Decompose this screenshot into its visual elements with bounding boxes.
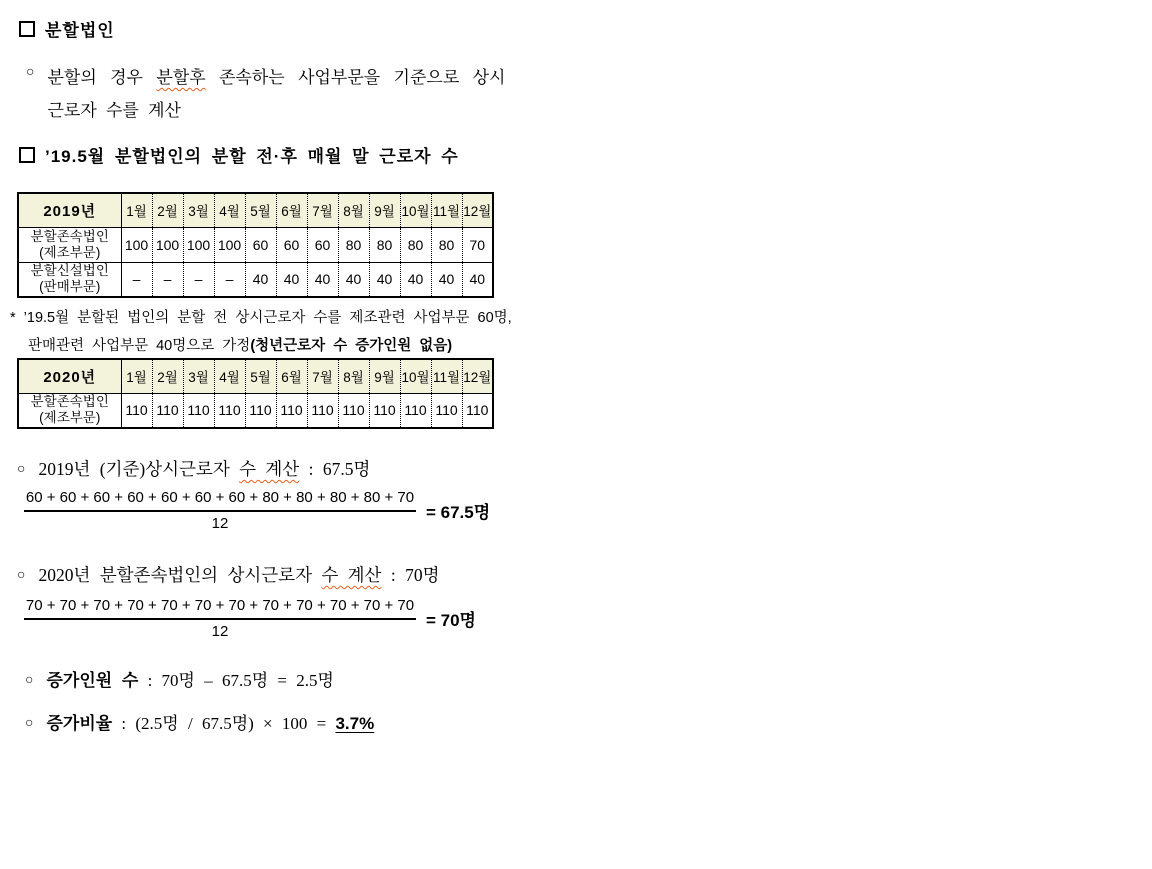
cell-value: 110 (183, 393, 214, 428)
cell-value: 110 (121, 393, 152, 428)
circle-bullet-icon: ○ (17, 462, 26, 477)
month-header: 2월 (152, 359, 183, 393)
cell-value: 40 (462, 262, 493, 297)
month-header: 8월 (338, 193, 369, 227)
cell-value: 40 (369, 262, 400, 297)
table-2019-workers (17, 192, 494, 298)
cell-value: 110 (431, 393, 462, 428)
cell-value: 40 (338, 262, 369, 297)
cell-value: – (183, 262, 214, 297)
fraction-result: = 70명 (426, 611, 476, 630)
row-label-surviving-corp: 분할존속법인 (제조부문) (18, 227, 121, 262)
cell-value: 40 (431, 262, 462, 297)
month-header: 6월 (276, 193, 307, 227)
bullet-split-rule (26, 61, 505, 127)
cell-value: 80 (431, 227, 462, 262)
month-header: 7월 (307, 193, 338, 227)
bullet-text-post: 존속하는 사업부문을 기준으로 상시 근로자 수를 계산 (47, 68, 506, 120)
section-title-split-corp (19, 16, 115, 41)
footnote-line1: * ’19.5월 분할된 법인의 분할 전 상시근로자 수를 제조관련 사업부문 60명, (10, 310, 512, 326)
fraction-denominator: 12 (211, 515, 229, 532)
footnote-bold-note: (청년근로자 수 증가인원 없음) (250, 338, 453, 354)
circle-bullet-icon: ○ (26, 65, 35, 80)
section-title-monthly (19, 142, 459, 167)
cell-value: 40 (307, 262, 338, 297)
month-header: 9월 (369, 359, 400, 393)
month-header: 12월 (462, 359, 493, 393)
calc-2020-heading (17, 562, 439, 590)
month-header: 5월 (245, 193, 276, 227)
footnote-assumption (10, 304, 512, 360)
month-header: 3월 (183, 359, 214, 393)
table-row-surviving-corp (18, 227, 493, 262)
spellcheck-phrase: 수 계산 (239, 459, 300, 479)
cell-value: – (121, 262, 152, 297)
table-row-surviving-corp-2020 (18, 393, 493, 428)
cell-value: 110 (462, 393, 493, 428)
checkbox-square-icon (19, 21, 35, 37)
increase-count-label: 증가인원 수 (46, 671, 139, 690)
cell-value: 100 (121, 227, 152, 262)
fraction-numerator: 70 + 70 + 70 + 70 + 70 + 70 + 70 + 70 + 70 + 70 + 70 + 70 (24, 597, 416, 620)
cell-value: 110 (369, 393, 400, 428)
fraction-numerator: 60 + 60 + 60 + 60 + 60 + 60 + 60 + 80 + 80 + 80 + 80 + 70 (24, 489, 416, 512)
increase-ratio-line (25, 711, 374, 737)
bullet-split-rule-text (47, 61, 505, 127)
cell-value: 60 (307, 227, 338, 262)
month-header: 10월 (400, 193, 431, 227)
cell-value: 110 (338, 393, 369, 428)
cell-value: 110 (245, 393, 276, 428)
fraction-denominator: 12 (211, 623, 229, 640)
calc-2019-heading-text: 2019년 (기준)상시근로자 수 계산 : 67.5명 (38, 459, 371, 479)
fraction-2020 (24, 597, 416, 640)
increase-ratio-label: 증가비율 (46, 714, 113, 733)
calc-2019-heading (17, 456, 370, 484)
circle-bullet-icon: ○ (17, 568, 26, 583)
fraction-2019 (24, 489, 416, 532)
footnote-line2: 판매관련 사업부문 40명으로 가정(청년근로자 수 증가인원 없음) (28, 338, 453, 354)
table-2019-header-row (18, 193, 493, 227)
increase-count-line (25, 668, 334, 694)
month-header: 2월 (152, 193, 183, 227)
cell-value: 70 (462, 227, 493, 262)
month-header: 12월 (462, 193, 493, 227)
checkbox-square-icon (19, 147, 35, 163)
month-header: 5월 (245, 359, 276, 393)
spellcheck-word: 분할후 (156, 68, 206, 87)
cell-value: 100 (183, 227, 214, 262)
calc-2020-heading-text: 2020년 분할존속법인의 상시근로자 수 계산 : 70명 (38, 565, 440, 585)
cell-value: 100 (214, 227, 245, 262)
cell-value: 40 (400, 262, 431, 297)
circle-bullet-icon: ○ (25, 673, 34, 688)
cell-value: 80 (338, 227, 369, 262)
month-header: 4월 (214, 359, 245, 393)
bullet-text-pre: 분할의 경우 (47, 68, 157, 87)
cell-value: 100 (152, 227, 183, 262)
month-header: 7월 (307, 359, 338, 393)
month-header: 6월 (276, 359, 307, 393)
calc-2020-fraction (24, 597, 476, 640)
month-header: 4월 (214, 193, 245, 227)
month-header: 10월 (400, 359, 431, 393)
increase-ratio-text: 증가비율 : (2.5명 / 67.5명) × 100 = 3.7% (46, 714, 375, 733)
section-title-monthly-text: ’19.5월 분할법인의 분할 전·후 매월 말 근로자 수 (45, 147, 459, 166)
section-title-text: 분할법인 (45, 21, 115, 40)
month-header: 1월 (121, 193, 152, 227)
cell-value: 40 (276, 262, 307, 297)
cell-value: 80 (369, 227, 400, 262)
fraction-result: = 67.5명 (426, 503, 491, 522)
cell-value: 110 (214, 393, 245, 428)
row-label-surviving-corp-2020: 분할존속법인 (제조부문) (18, 393, 121, 428)
month-header: 11월 (431, 359, 462, 393)
year-label-2019: 2019년 (18, 193, 121, 227)
cell-value: 110 (276, 393, 307, 428)
table-2020-header-row (18, 359, 493, 393)
month-header: 3월 (183, 193, 214, 227)
cell-value: 40 (245, 262, 276, 297)
increase-ratio-result: 3.7% (335, 714, 375, 733)
cell-value: 110 (152, 393, 183, 428)
cell-value: – (214, 262, 245, 297)
month-header: 9월 (369, 193, 400, 227)
cell-value: 80 (400, 227, 431, 262)
circle-bullet-icon: ○ (25, 716, 34, 731)
calc-2019-fraction (24, 489, 490, 532)
month-header: 11월 (431, 193, 462, 227)
year-label-2020: 2020년 (18, 359, 121, 393)
cell-value: 110 (307, 393, 338, 428)
spellcheck-phrase: 수 계산 (321, 565, 382, 585)
cell-value: 110 (400, 393, 431, 428)
month-header: 1월 (121, 359, 152, 393)
table-2020-workers (17, 358, 494, 429)
month-header: 8월 (338, 359, 369, 393)
cell-value: – (152, 262, 183, 297)
cell-value: 60 (276, 227, 307, 262)
table-row-new-corp (18, 262, 493, 297)
increase-count-text: 증가인원 수 : 70명 – 67.5명 = 2.5명 (46, 671, 334, 690)
cell-value: 60 (245, 227, 276, 262)
row-label-new-corp: 분할신설법인 (판매부문) (18, 262, 121, 297)
